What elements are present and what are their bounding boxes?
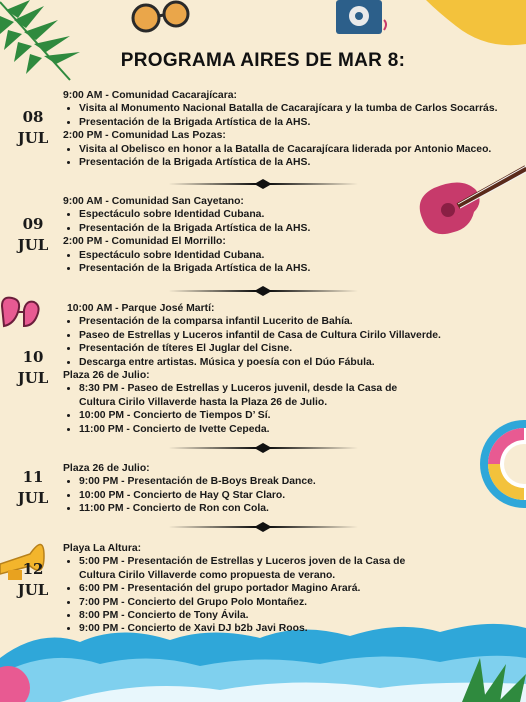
date-day: 11: [22, 468, 44, 486]
palm-leaf-icon: [0, 0, 95, 95]
heart-sunglasses-icon: [0, 292, 40, 334]
list-item: • Espectáculo sobre Identidad Cubana.: [79, 249, 310, 262]
list-item: • 10:00 PM - Concierto de Hay Q Star Claro.: [79, 489, 316, 502]
divider: [168, 286, 358, 296]
list-item: • Presentación de la Brigada Artística de la AHS.: [79, 116, 497, 129]
date-day: 10: [22, 348, 44, 366]
sunglasses-icon: [128, 0, 192, 36]
date-month: JUL: [17, 129, 49, 147]
yellow-wave-icon: [426, 0, 526, 50]
divider: [168, 179, 358, 189]
list-item: • Visita al Monumento Nacional Batalla de Cacarajícara y la tumba de Carlos Socarrás.: [79, 102, 497, 115]
date-11: [13, 467, 53, 509]
section-heading: Plaza 26 de Julio:: [63, 463, 150, 474]
schedule-09: [63, 195, 310, 275]
section-heading: 2:00 PM - Comunidad El Morrillo:: [63, 236, 226, 248]
list-item: • Presentación de la Brigada Artística de la AHS.: [79, 262, 310, 275]
section-heading: Playa La Altura:: [63, 543, 142, 554]
date-day: 08: [22, 108, 44, 126]
date-day: 12: [22, 560, 44, 578]
divider: [168, 443, 358, 453]
list-item: • 8:30 PM - Paseo de Estrellas y Luceros juvenil, desde la Casa de Cultura Cirilo Villaverde hasta la Plaza 26 de Julio.: [79, 382, 419, 409]
date-month: JUL: [17, 581, 49, 599]
date-08: [13, 107, 53, 149]
divider: [168, 522, 358, 532]
section-heading: 2:00 PM - Comunidad Las Pozas:: [63, 130, 226, 142]
section-heading: 9:00 AM - Comunidad San Cayetano:: [63, 196, 244, 207]
list-item: • Paseo de Estrellas y Luceros infantil de Casa de Cultura Cirilo Villaverde.: [79, 329, 463, 342]
date-10: [13, 347, 53, 389]
date-day: 09: [22, 215, 44, 233]
list-item: • 8:00 PM - Concierto de Tony Ávila.: [79, 609, 463, 622]
list-item: • 5:00 PM - Presentación de Estrellas y Luceros joven de la Casa de Cultura Cirilo Villaverde como propuesta de verano.: [79, 555, 429, 582]
schedule-12: [63, 542, 463, 636]
schedule-10: [63, 302, 463, 436]
date-09: [13, 214, 53, 256]
page-title: PROGRAMA AIRES DE MAR 8:: [120, 50, 406, 71]
section-heading: 10:00 AM - Parque José Martí:: [67, 303, 215, 314]
list-item: • Visita al Obelisco en honor a la Batalla de Cacarajícara liderada por Antonio Maceo.: [79, 143, 497, 156]
schedule-11: [63, 462, 316, 516]
list-item: • 9:00 PM - Presentación de B-Boys Break Dance.: [79, 475, 316, 488]
list-item: • 9:00 PM - Concierto de Xavi DJ b2b Javi Roos.: [79, 622, 463, 635]
date-month: JUL: [17, 369, 49, 387]
list-item: • Presentación de la Brigada Artística de la AHS.: [79, 222, 310, 235]
date-month: JUL: [17, 236, 49, 254]
boombox-icon: [332, 0, 390, 40]
list-item: • 11:00 PM - Concierto de Ivette Cepeda.: [79, 423, 463, 436]
list-item: • Presentación de títeres El Juglar del Cisne.: [79, 342, 463, 355]
schedule-08: [63, 89, 497, 169]
date-12: [13, 559, 53, 601]
list-item: • Descarga entre artistas. Música y poesía con el Dúo Fábula.: [79, 356, 463, 369]
section-heading: Plaza 26 de Julio:: [63, 370, 150, 382]
list-item: • 10:00 PM - Concierto de Tiempos D’ Sí.: [79, 409, 463, 422]
list-item: • Espectáculo sobre Identidad Cubana.: [79, 208, 310, 221]
list-item: • Presentación de la Brigada Artística de la AHS.: [79, 156, 497, 169]
swim-ring-icon: [470, 418, 526, 510]
date-month: JUL: [17, 489, 49, 507]
section-heading: 9:00 AM - Comunidad Cacarajícara:: [63, 90, 237, 101]
list-item: • 6:00 PM - Presentación del grupo portador Magino Arará.: [79, 582, 463, 595]
list-item: • Presentación de la comparsa infantil Lucerito de Bahía.: [79, 315, 463, 328]
list-item: • 7:00 PM - Concierto del Grupo Polo Montañez.: [79, 596, 463, 609]
list-item: • 11:00 PM - Concierto de Ron con Cola.: [79, 502, 316, 515]
